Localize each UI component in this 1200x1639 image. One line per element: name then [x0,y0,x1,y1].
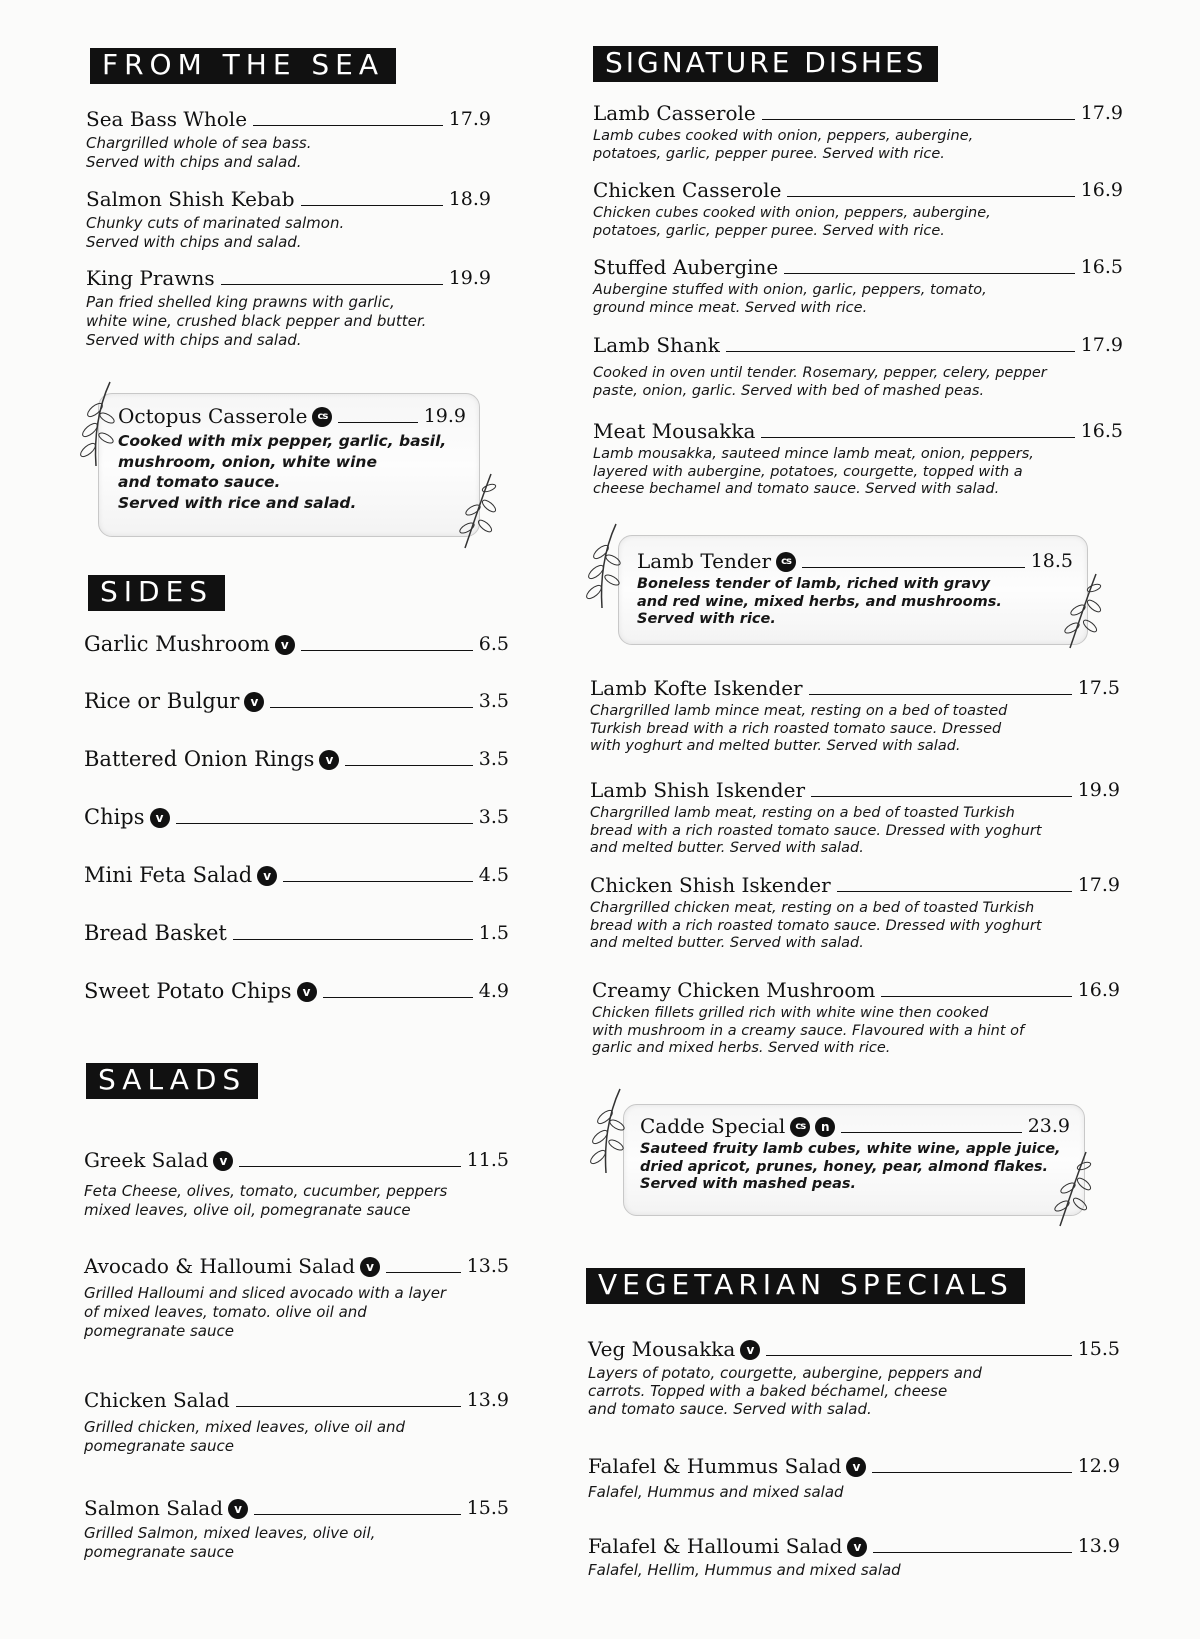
item-name: Chicken Salad [84,1388,230,1412]
item-description: Falafel, Hummus and mixed salad [588,1483,844,1501]
item-description: Lamb cubes cooked with onion, peppers, aubergine, potatoes, garlic, pepper puree. Served with rice. [593,128,974,162]
item-name: Chicken Casserole [593,178,782,202]
item-name: Avocado & Halloumi Salad [84,1254,356,1278]
item-name: Lamb Shank [593,333,720,357]
vegetarian-badge-icon: v [244,692,264,712]
menu-item [84,805,509,829]
item-price: 16.9 [1080,179,1123,201]
item-price: 18.5 [1030,550,1073,572]
leader-line [176,823,473,824]
menu-item [84,632,509,656]
item-description: Feta Cheese, olives, tomato, cucumber, peppers mixed leaves, olive oil, pomegranate sauce [84,1182,448,1219]
item-name: Chicken Shish Iskender [590,873,831,897]
leaf-sprig-icon [76,378,116,468]
item-price: 19.9 [1077,779,1120,801]
item-name: King Prawns [86,266,215,290]
section-title-signature-dishes: SIGNATURE DISHES [593,46,938,82]
item-price: 4.5 [478,864,509,886]
item-price: 17.9 [1080,102,1123,124]
item-description: Grilled Halloumi and sliced avocado with a layer of mixed leaves, tomato. olive oil and pomegranate sauce [84,1284,447,1340]
leader-line [345,765,472,766]
vegetarian-badge-icon: v [360,1257,380,1277]
item-price: 16.5 [1080,420,1123,442]
menu-item [86,107,491,172]
leader-line [323,997,473,998]
item-name: Falafel & Hummus Salad [588,1454,842,1478]
leader-line [270,707,472,708]
item-price: 3.5 [478,806,509,828]
leader-line [784,273,1074,274]
item-name: Lamb Kofte Iskender [590,676,803,700]
leader-line [809,694,1072,695]
item-name: Lamb Casserole [593,101,756,125]
menu-item [84,689,509,713]
leader-line [236,1406,461,1407]
leader-line [233,939,473,940]
item-price: 16.5 [1080,256,1123,278]
item-price: 4.9 [478,980,509,1002]
chef-special-badge-icon: cs [312,407,332,427]
item-description: Sauteed fruity lamb cubes, white wine, apple juice, dried apricot, prunes, honey, pear, almond flakes. Served with mashed peas. [640,1141,1061,1192]
menu-item-featured [637,549,1073,629]
vegetarian-badge-icon: v [847,1537,867,1557]
item-name: Lamb Tender [637,549,772,573]
menu-item [86,187,491,252]
menu-item [84,979,509,1003]
leader-line [873,1552,1071,1553]
item-name: Creamy Chicken Mushroom [592,978,876,1002]
leader-line [253,125,443,126]
item-name: Stuffed Aubergine [593,255,779,279]
menu-item [590,676,1120,756]
item-description: Chicken cubes cooked with onion, peppers, aubergine, potatoes, garlic, pepper puree. Served with rice. [593,205,991,239]
item-price: 11.5 [466,1149,509,1171]
vegetarian-badge-icon: v [319,750,339,770]
leader-line [301,205,443,206]
chef-special-badge-icon: cs [790,1117,810,1137]
menu-item [84,1148,509,1220]
item-price: 13.9 [466,1389,509,1411]
item-name: Rice or Bulgur [84,689,240,713]
menu-item [84,1254,509,1341]
item-name: Chips [84,805,145,829]
menu-item-featured [640,1114,1070,1194]
item-price: 23.9 [1027,1115,1070,1137]
item-price: 12.9 [1077,1455,1120,1477]
item-description: Grilled chicken, mixed leaves, olive oil and pomegranate sauce [84,1418,406,1455]
item-description: Boneless tender of lamb, riched with gravy and red wine, mixed herbs, and mushrooms. Served with rice. [637,576,1002,627]
chef-special-badge-icon: cs [776,552,796,572]
item-price: 17.9 [448,108,491,130]
item-description: Chunky cuts of marinated salmon. Served with chips and salad. [86,214,345,251]
menu-item [84,747,509,771]
item-name: Garlic Mushroom [84,632,270,656]
leader-line [766,1355,1071,1356]
item-description: Chicken fillets grilled rich with white wine then cooked with mushroom in a creamy sauce. Flavoured with a hint of garlic and mixed herbs. Served with rice. [592,1005,1025,1056]
item-description: Chargrilled lamb meat, resting on a bed of toasted Turkish bread with a rich roasted tomato sauce. Dressed with yoghurt and melted butter. Served with salad. [590,805,1042,856]
vegetarian-badge-icon: v [275,635,295,655]
menu-item [593,178,1123,240]
menu-item [593,255,1123,317]
menu-item [588,1337,1120,1418]
item-name: Sweet Potato Chips [84,979,292,1003]
leader-line [837,891,1072,892]
vegetarian-badge-icon: v [846,1457,866,1477]
leader-line [811,796,1072,797]
leader-line [787,196,1074,197]
section-title-vegetarian-specials: VEGETARIAN SPECIALS [586,1268,1025,1304]
leaf-sprig-icon [586,1085,626,1175]
menu-item [84,863,509,887]
item-description: Falafel, Hellim, Hummus and mixed salad [588,1561,901,1579]
leader-line [726,351,1075,352]
menu-item [592,978,1120,1058]
item-name: Falafel & Halloumi Salad [588,1534,843,1558]
item-price: 6.5 [478,633,509,655]
item-description: Cooked in oven until tender. Rosemary, pepper, celery, pepper paste, onion, garlic. Served with bed of mashed peas. [593,365,1047,399]
item-name: Salmon Shish Kebab [86,187,295,211]
leader-line [762,119,1075,120]
item-name: Meat Mousakka [593,419,756,443]
item-price: 15.5 [1077,1338,1120,1360]
item-name: Greek Salad [84,1148,209,1172]
menu-item [588,1534,1120,1580]
item-price: 18.9 [448,188,491,210]
item-description: Layers of potato, courgette, aubergine, peppers and carrots. Topped with a baked béchamel, cheese and tomato sauce. Served with salad. [588,1364,982,1418]
menu-item [84,1388,509,1456]
menu-item [590,873,1120,953]
item-price: 16.9 [1077,979,1120,1001]
item-price: 13.5 [466,1255,509,1277]
menu-item [593,333,1123,400]
item-price: 3.5 [478,690,509,712]
item-price: 17.9 [1077,874,1120,896]
menu-item [590,778,1120,858]
leader-line [239,1166,460,1167]
vegetarian-badge-icon: v [228,1499,248,1519]
item-description: Chargrilled chicken meat, resting on a bed of toasted Turkish bread with a rich roasted tomato sauce. Dressed with yoghurt and melted butter. Served with salad. [590,900,1042,951]
item-price: 13.9 [1077,1535,1120,1557]
section-title-sides: SIDES [88,575,225,611]
item-name: Lamb Shish Iskender [590,778,806,802]
vegetarian-badge-icon: v [257,866,277,886]
leader-line [221,284,443,285]
menu-item [86,266,491,350]
item-price: 15.5 [466,1497,509,1519]
item-name: Sea Bass Whole [86,107,248,131]
item-name: Battered Onion Rings [84,747,315,771]
item-description: Cooked with mix pepper, garlic, basil, mushroom, onion, white wine and tomato sauce. Served with rice and salad. [118,432,447,512]
item-name: Cadde Special [640,1114,786,1138]
item-price: 17.9 [1080,334,1123,356]
item-description: Lamb mousakka, sauteed mince lamb meat, onion, peppers, layered with aubergine, potatoes, courgette, topped with a cheese bechamel and tomato sauce. Served with salad. [593,446,1034,497]
leader-line [338,422,417,423]
item-name: Salmon Salad [84,1496,224,1520]
leader-line [386,1272,461,1273]
item-price: 17.5 [1077,677,1120,699]
item-price: 3.5 [478,748,509,770]
item-description: Chargrilled whole of sea bass. Served with chips and salad. [86,134,312,171]
leader-line [841,1132,1021,1133]
item-price: 19.9 [423,405,466,427]
menu-item [588,1454,1120,1502]
vegetarian-badge-icon: v [213,1151,233,1171]
leader-line [872,1472,1071,1473]
item-name: Mini Feta Salad [84,863,253,887]
leader-line [802,567,1025,568]
vegetarian-badge-icon: v [297,982,317,1002]
item-name: Octopus Casserole [118,404,308,428]
vegetarian-badge-icon: v [740,1340,760,1360]
leader-line [761,437,1074,438]
item-price: 1.5 [478,922,509,944]
menu-item [593,419,1123,499]
section-title-from-the-sea: FROM THE SEA [90,48,396,84]
item-description: Grilled Salmon, mixed leaves, olive oil, pomegranate sauce [84,1524,376,1561]
menu-item [593,101,1123,163]
menu-item-featured [118,404,466,513]
leader-line [283,881,473,882]
nuts-badge-icon: n [815,1117,835,1137]
item-description: Chargrilled lamb mince meat, resting on a bed of toasted Turkish bread with a rich roasted tomato sauce. Dressed with yoghurt and melted butter. Served with salad. [590,703,1008,754]
menu-item [84,921,509,945]
vegetarian-badge-icon: v [150,808,170,828]
item-description: Pan fried shelled king prawns with garlic, white wine, crushed black pepper and butter. Served with chips and salad. [86,293,427,349]
section-title-salads: SALADS [86,1063,258,1099]
leader-line [254,1514,461,1515]
menu-item [84,1496,509,1562]
item-price: 19.9 [448,267,491,289]
leader-line [301,650,473,651]
item-description: Aubergine stuffed with onion, garlic, peppers, tomato, ground mince meat. Served with rice. [593,282,987,316]
item-name: Veg Mousakka [588,1337,736,1361]
item-name: Bread Basket [84,921,227,945]
leaf-sprig-icon [582,520,622,610]
leader-line [881,996,1071,997]
